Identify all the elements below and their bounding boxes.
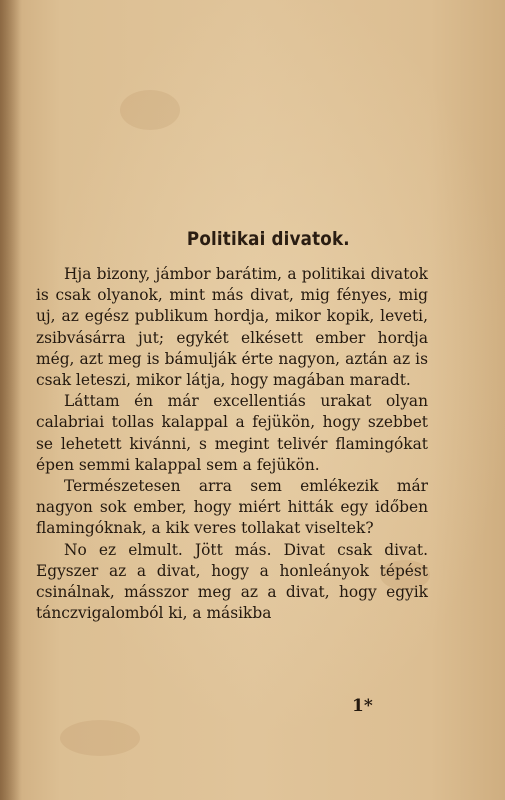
paragraph: No ez elmult. Jött más. Divat csak divat. Egyszer az a divat, hogy a honleányok tépést csinálnak, másszor meg az a divat, hogy egyik tánczvigalomból ki, a másikba — [36, 540, 428, 623]
paragraph: Láttam én már excellentiás urakat olyan calabriai tollas kalappal a fejükön, hogy szebbet se lehetett kivánni, s megint telivér flamingókat épen semmi kalappal sem a fejükön. — [36, 392, 428, 474]
binding-shadow — [0, 0, 22, 800]
chapter-title: Politikai divatok. — [186, 228, 350, 250]
paragraph: Természetesen arra sem emlékezik már nagyon sok ember, hogy miért hitták egy időben flamingóknak, a kik veres tollakat viseltek? — [36, 477, 428, 538]
paragraph: Hja bizony, jámbor barátim, a politikai divatok is csak olyanok, mint más divat, mig fényes, mig uj, az egész publikum hordja, mikor kopik, leveti, zsibvásárra jut; egykét elkésett ember hordja még, azt meg is bámulják érte nagyon, aztán az is csak leteszi, mikor látja, hogy magában maradt. — [36, 265, 428, 390]
signature-mark: 1* — [352, 696, 373, 716]
foxing-spot — [120, 90, 180, 130]
foxing-spot — [60, 720, 140, 756]
body-text — [36, 264, 428, 624]
